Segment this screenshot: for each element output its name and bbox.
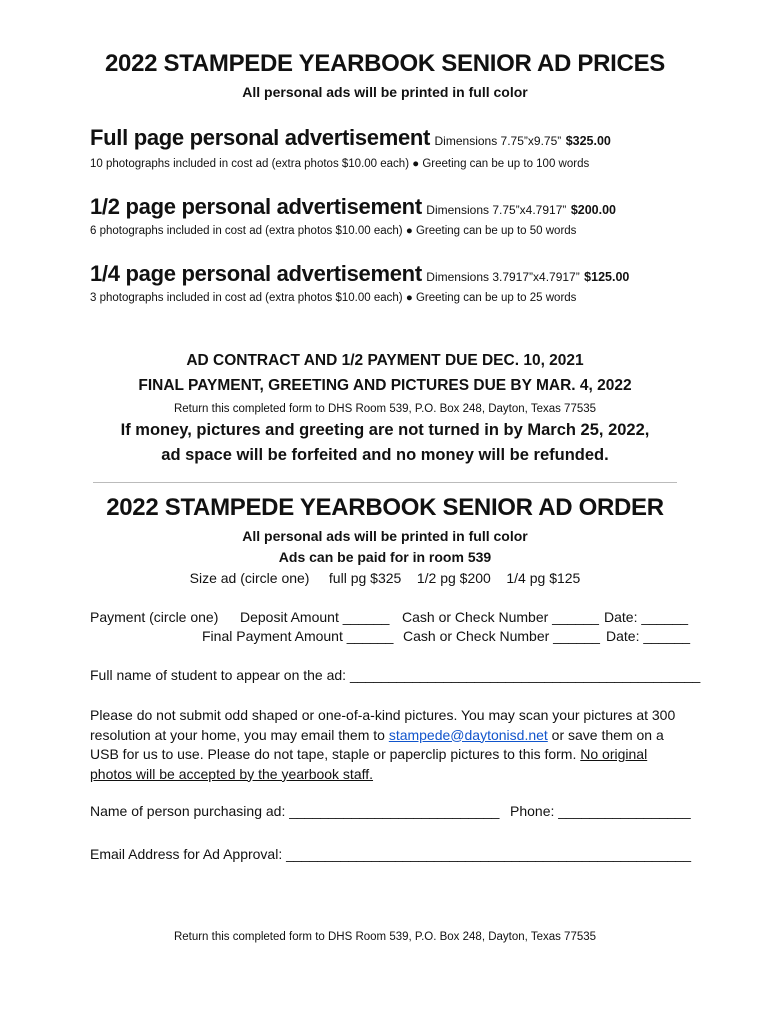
prices-subtitle: All personal ads will be printed in full color: [242, 84, 528, 100]
ad-half-heading: [90, 194, 616, 220]
ad-half-details: 6 photographs included in cost ad (extra photos $10.00 each) ● Greeting can be up to 50 words: [90, 225, 577, 237]
phone-field[interactable]: Phone: _________________: [510, 803, 691, 819]
section-divider: [93, 482, 677, 483]
stampede-email-link[interactable]: stampede@daytonisd.net: [388, 726, 548, 743]
payment-label: Payment (circle one): [90, 609, 219, 625]
deposit-date-field[interactable]: Date: ______: [604, 609, 689, 625]
deposit-amount-field[interactable]: Deposit Amount ______: [240, 609, 390, 625]
no-original-photos-note: No original photos will be accepted by the yearbook staff.: [90, 746, 648, 782]
ad-full-heading: [90, 125, 611, 151]
forfeit-warning-1: If money, pictures and greeting are not turned in by March 25, 2022,: [120, 421, 650, 439]
final-payment-amount-field[interactable]: Final Payment Amount ______: [202, 628, 394, 644]
footer-return-note: Return this completed form to DHS Room 539, P.O. Box 248, Dayton, Texas 77535: [173, 931, 597, 943]
ad-dimensions: Dimensions 7.75”x4.7917”: [426, 203, 567, 217]
ad-price: $325.00: [565, 134, 611, 148]
cash-check-number-field[interactable]: Cash or Check Number ______: [402, 609, 599, 625]
ad-full-details: 10 photographs included in cost ad (extra photos $10.00 each) ● Greeting can be up to 100 words: [90, 158, 590, 170]
final-cash-check-number-field[interactable]: Cash or Check Number ______: [403, 628, 600, 644]
deadline-contract: AD CONTRACT AND 1/2 PAYMENT DUE DEC. 10, 2021: [186, 352, 584, 369]
return-note: Return this completed form to DHS Room 539, P.O. Box 248, Dayton, Texas 77535: [173, 403, 597, 415]
ad-name: 1/2 page personal advertisement: [90, 194, 422, 219]
ad-name: 1/4 page personal advertisement: [90, 261, 422, 286]
ad-quarter-heading: [90, 261, 629, 287]
final-date-field[interactable]: Date: ______: [606, 628, 691, 644]
ad-price: $125.00: [584, 270, 630, 284]
ad-dimensions: Dimensions 3.7917”x4.7917”: [426, 270, 580, 284]
ad-dimensions: Dimensions 7.75”x9.75”: [434, 134, 562, 148]
order-subtitle-color: All personal ads will be printed in full color: [242, 528, 528, 544]
purchaser-name-field[interactable]: Name of person purchasing ad: ___________________________: [90, 803, 500, 819]
student-name-field[interactable]: Full name of student to appear on the ad: _____________________________________________: [90, 667, 701, 683]
size-selection[interactable]: Size ad (circle one) full pg $325 1/2 pg $200 1/4 pg $125: [189, 570, 581, 586]
forfeit-warning-2: ad space will be forfeited and no money will be refunded.: [161, 446, 609, 464]
ad-quarter-details: 3 photographs included in cost ad (extra photos $10.00 each) ● Greeting can be up to 25 words: [90, 292, 577, 304]
prices-title: 2022 STAMPEDE YEARBOOK SENIOR AD PRICES: [105, 50, 665, 77]
photo-instructions-part2: or save them on a USB for us to use. Please do not tape, staple or paperclip pictures to this form.: [90, 726, 664, 762]
order-title: 2022 STAMPEDE YEARBOOK SENIOR AD ORDER: [106, 494, 664, 521]
ad-price: $200.00: [570, 203, 617, 217]
approval-email-field[interactable]: Email Address for Ad Approval: ____________________________________________________: [90, 846, 691, 862]
photo-instructions: [90, 706, 680, 784]
deadline-final: FINAL PAYMENT, GREETING AND PICTURES DUE BY MAR. 4, 2022: [138, 377, 632, 394]
order-subtitle-room: Ads can be paid for in room 539: [278, 549, 492, 565]
photo-instructions-part1: Please do not submit odd shaped or one-of-a-kind pictures. You may scan your pictures at 300 resolution at your home, you may email them to: [90, 707, 676, 743]
ad-name: Full page personal advertisement: [90, 125, 431, 150]
